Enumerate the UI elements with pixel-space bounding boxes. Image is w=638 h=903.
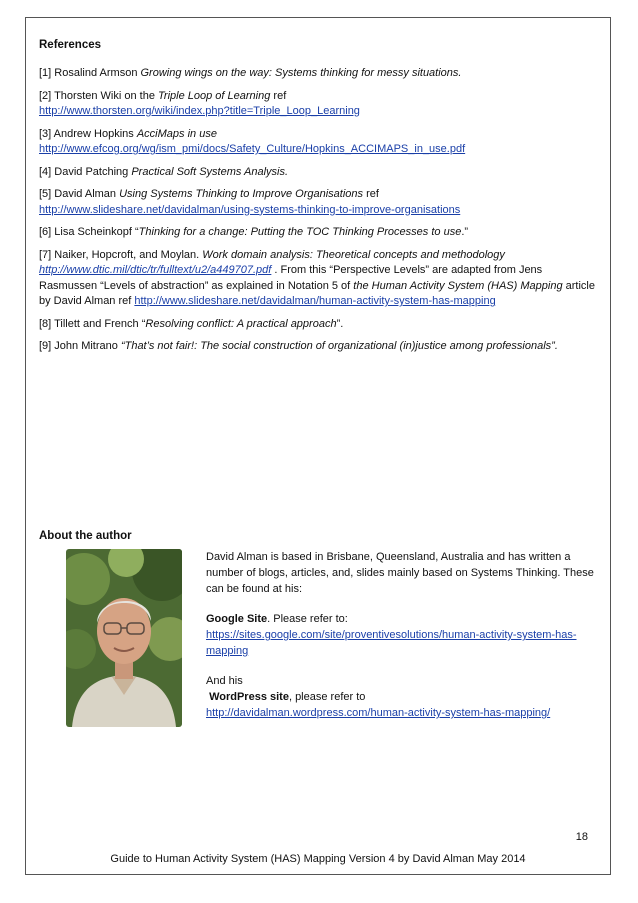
- reference-4: [39, 165, 599, 181]
- reference-link[interactable]: http://www.slideshare.net/davidalman/human-activity-system-has-mapping: [134, 295, 496, 307]
- reference-link[interactable]: http://www.slideshare.net/davidalman/using-systems-thinking-to-improve-organisations: [39, 203, 461, 216]
- reference-author: [8] Tillett and French “: [39, 317, 146, 330]
- reference-3: [39, 127, 599, 158]
- reference-title: AcciMaps in use: [136, 127, 217, 140]
- author-photo: [66, 549, 182, 727]
- reference-author: [7] Naiker, Hopcroft, and Moylan.: [39, 248, 203, 261]
- reference-9: [39, 339, 599, 355]
- bio-intro: David Alman is based in Brisbane, Queensland, Australia and has written a number of blogs, articles, and, slides mainly based on Systems Thinking. These can be found at his:: [206, 551, 594, 595]
- reference-author: [3] Andrew Hopkins: [39, 127, 137, 140]
- references-list: [39, 66, 599, 362]
- google-site-text: . Please refer to:: [267, 613, 348, 625]
- reference-title: Work domain analysis: Theoretical concepts and methodology: [202, 248, 505, 261]
- google-site-label: Google Site: [206, 613, 268, 625]
- reference-text: article by David Alman ref: [39, 279, 595, 307]
- reference-suffix: ”.: [336, 317, 344, 330]
- page-frame: [25, 17, 611, 875]
- references-heading: References: [39, 39, 102, 51]
- reference-author: [9] John Mitrano: [39, 340, 121, 352]
- reference-author: [1] Rosalind Armson: [39, 67, 141, 79]
- reference-title: “That’s not fair!: The social construction of organizational (in)justice among professionals”.: [120, 340, 558, 352]
- reference-link[interactable]: http://www.thorsten.org/wiki/index.php?title=Triple_Loop_Learning: [39, 105, 360, 117]
- reference-author: [2] Thorsten Wiki on the: [39, 89, 159, 102]
- reference-8: [39, 317, 599, 333]
- reference-suffix: ref: [363, 188, 379, 200]
- reference-suffix: .”: [461, 226, 469, 238]
- reference-text: . From this “Perspective Levels” are adapted from Jens Rasmussen “Levels of abstraction” as explained in Notation 5 of: [39, 264, 543, 292]
- wordpress-label: WordPress site: [209, 691, 289, 703]
- wordpress-link[interactable]: http://davidalman.wordpress.com/human-activity-system-has-mapping/: [206, 707, 551, 719]
- about-author-heading: About the author: [39, 530, 132, 542]
- reference-title: Practical Soft Systems Analysis.: [131, 165, 289, 178]
- reference-author: [6] Lisa Scheinkopf “: [39, 226, 139, 238]
- reference-2: [39, 89, 599, 120]
- reference-title: Resolving conflict: A practical approach: [145, 317, 337, 330]
- reference-5: [39, 187, 599, 218]
- reference-title: Using Systems Thinking to Improve Organisations: [119, 188, 364, 200]
- wordpress-text: , please refer to: [288, 691, 366, 703]
- google-site-link[interactable]: https://sites.google.com/site/proventivesolutions/human-activity-system-has-mapping: [206, 629, 577, 657]
- reference-author: [4] David Patching: [39, 165, 132, 178]
- reference-6: [39, 225, 599, 241]
- reference-author: [5] David Alman: [39, 188, 120, 200]
- reference-link[interactable]: http://www.dtic.mil/dtic/tr/fulltext/u2/a449707.pdf: [39, 264, 272, 276]
- and-his-text: And his: [206, 675, 243, 687]
- reference-7: [39, 248, 599, 310]
- reference-1: [39, 66, 599, 82]
- page-footer: Guide to Human Activity System (HAS) Mapping Version 4 by David Alman May 2014: [110, 853, 526, 865]
- reference-title: Growing wings on the way: Systems thinking for messy situations.: [140, 67, 462, 79]
- reference-link[interactable]: http://www.efcog.org/wg/ism_pmi/docs/Safety_Culture/Hopkins_ACCIMAPS_in_use.pdf: [39, 143, 466, 155]
- reference-title: Thinking for a change: Putting the TOC Thinking Processes to use: [138, 226, 462, 238]
- wordpress-line: [206, 689, 602, 705]
- google-site-line: [206, 611, 602, 627]
- reference-title: Triple Loop of Learning: [158, 89, 271, 102]
- reference-title: the Human Activity System (HAS) Mapping: [353, 279, 563, 292]
- page-number: 18: [575, 831, 588, 843]
- reference-suffix: ref: [270, 89, 287, 102]
- author-bio: [206, 549, 602, 721]
